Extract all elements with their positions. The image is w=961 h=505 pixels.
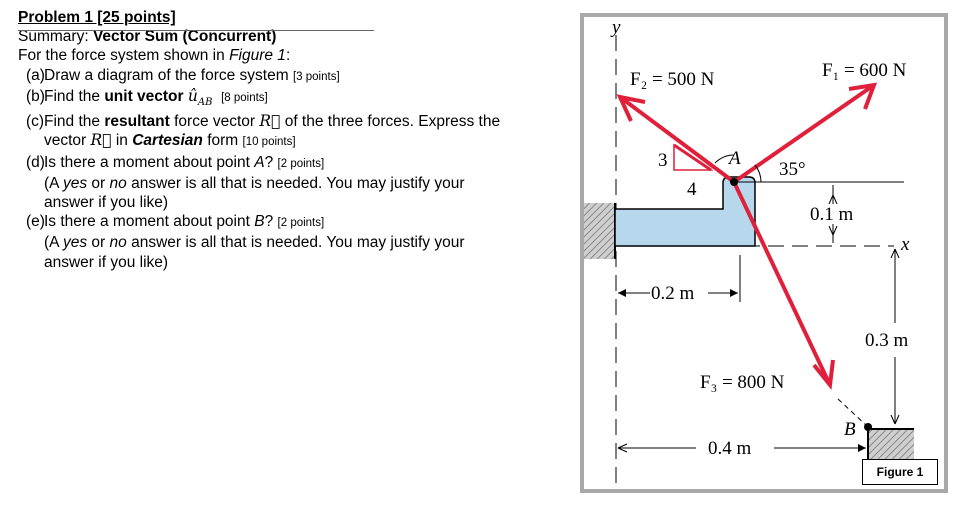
part-a-text: Draw a diagram of the force system <box>44 66 289 84</box>
part-b <box>18 87 568 112</box>
part-c-pre: Find the <box>44 113 101 131</box>
part-e-l2-pre: (A <box>44 234 59 252</box>
part-e-no: no <box>109 234 127 252</box>
figure-caption: Figure 1 <box>862 459 938 485</box>
part-e-points: [2 points] <box>277 217 325 230</box>
force-diagram <box>584 17 944 489</box>
part-d-points: [2 points] <box>277 157 325 170</box>
unit-vector-symbol: û <box>187 86 198 105</box>
part-d-no: no <box>109 174 127 192</box>
problem-title: Problem 1 [25 points] <box>18 9 176 26</box>
dim-04-label: 0.4 m <box>708 438 752 459</box>
intro-colon: : <box>285 47 291 65</box>
part-d-line3: answer if you like) <box>44 193 169 211</box>
part-d-point: A <box>254 153 265 171</box>
part-e-line3: answer if you like) <box>44 253 169 271</box>
part-d-or: or <box>91 174 106 192</box>
part-e-label: (e) <box>26 213 45 231</box>
part-e-line2 <box>44 233 568 252</box>
part-e-point: B <box>254 213 265 231</box>
part-e-yes: yes <box>62 234 88 252</box>
intro-figure-ref: Figure 1 <box>229 47 286 65</box>
part-c-bold: resultant <box>104 113 170 131</box>
angle-label: 35° <box>779 159 806 180</box>
part-c-label: (c) <box>26 113 45 131</box>
f3-label: F₃ = 800 N <box>700 372 785 393</box>
part-c-mid: force vector <box>174 113 256 131</box>
wall-support <box>584 203 615 259</box>
f2-label: F₂ = 500 N <box>630 69 715 90</box>
part-e <box>18 212 568 272</box>
intro-line <box>18 46 568 65</box>
part-e-or: or <box>91 234 106 252</box>
part-a-label: (a) <box>26 66 45 84</box>
point-a-label: A <box>729 148 741 169</box>
part-a <box>18 66 568 87</box>
summary-label: Summary: <box>18 28 89 46</box>
intro-text: For the force system shown in <box>18 47 225 65</box>
part-d-l2-pre: (A <box>44 174 59 192</box>
resultant-symbol-2: R⃗ <box>90 131 112 150</box>
part-e-l2-post: answer is all that is needed. You may justify your <box>131 234 465 252</box>
unit-vector-subscript: AB <box>197 96 213 108</box>
part-b-label: (b) <box>26 87 45 105</box>
point-b-dot <box>864 423 872 431</box>
figure-1 <box>580 13 948 493</box>
part-b-points: [8 points] <box>221 91 268 104</box>
point-a-dot <box>730 178 738 186</box>
b-support <box>868 429 914 463</box>
x-axis-label: x <box>901 234 910 255</box>
part-e-qmark: ? <box>264 213 274 231</box>
point-b-label: B <box>844 419 856 440</box>
part-d-line2 <box>44 174 568 193</box>
part-a-points: [3 points] <box>292 70 340 83</box>
slope-run: 4 <box>687 179 697 200</box>
part-c-l2-bold: Cartesian <box>132 132 203 150</box>
part-d-yes: yes <box>62 174 88 192</box>
f1-label: F₁ = 600 N <box>822 60 907 81</box>
part-c-line2 <box>44 131 568 152</box>
problem-text <box>18 8 568 272</box>
part-c <box>18 112 568 152</box>
slope-rise: 3 <box>658 150 668 171</box>
part-c-points: [10 points] <box>242 136 296 149</box>
bracket-member <box>615 177 755 246</box>
part-d-l2-post: answer is all that is needed. You may justify your <box>131 174 465 192</box>
part-d-label: (d) <box>26 153 45 171</box>
dim-01-label: 0.1 m <box>810 204 854 225</box>
dim-02-label: 0.2 m <box>651 283 695 304</box>
part-c-post: of the three forces. Express the <box>284 113 501 131</box>
part-b-bold: unit vector <box>104 87 184 105</box>
resultant-symbol: R⃗ <box>259 112 281 131</box>
part-e-pre: Is there a moment about point <box>44 213 250 231</box>
force-f2-arrowhead <box>620 97 645 121</box>
title-rule <box>18 30 374 31</box>
summary-text: Vector Sum (Concurrent) <box>92 28 277 46</box>
part-c-l2-pre: vector <box>44 132 87 150</box>
part-c-l2-in: in <box>115 132 128 150</box>
part-d-qmark: ? <box>264 153 274 171</box>
part-c-l2-post: form <box>207 132 239 150</box>
y-axis-label: y <box>612 17 621 38</box>
part-b-pre: Find the <box>44 87 101 105</box>
part-d <box>18 153 568 213</box>
part-d-pre: Is there a moment about point <box>44 153 250 171</box>
dim-03-label: 0.3 m <box>865 330 909 351</box>
